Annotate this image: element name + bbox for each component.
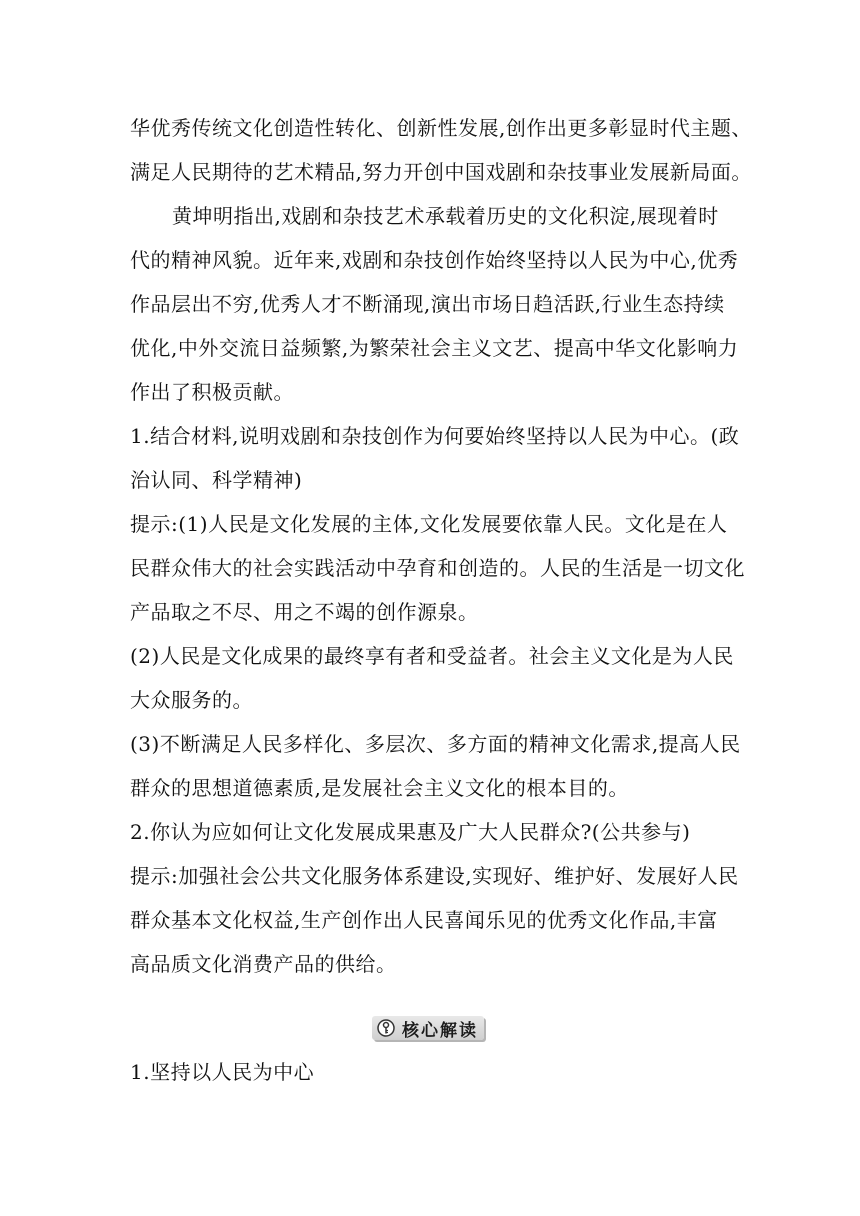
paragraph-line: 满足人民期待的艺术精品,努力开创中国戏剧和杂技事业发展新局面。 xyxy=(130,160,752,184)
section-badge xyxy=(372,1016,484,1040)
answer-1-line: 大众服务的。 xyxy=(130,688,253,712)
answer-2-line: 提示:加强社会公共文化服务体系建设,实现好、维护好、发展好人民 xyxy=(130,864,739,888)
paragraph-line: 代的精神风貌。近年来,戏剧和杂技创作始终坚持以人民为中心,优秀 xyxy=(130,248,739,272)
answer-1-line: (3)不断满足人民多样化、多层次、多方面的精神文化需求,提高人民 xyxy=(130,732,741,756)
answer-1-line: 民群众伟大的社会实践活动中孕育和创造的。人民的生活是一切文化 xyxy=(130,556,745,580)
answer-2-line: 群众基本文化权益,生产创作出人民喜闻乐见的优秀文化作品,丰富 xyxy=(130,908,718,932)
answer-2-line: 高品质文化消费产品的供给。 xyxy=(130,952,397,976)
section-badge-label: 核心解读 xyxy=(402,1020,478,1041)
answer-1-line: 群众的思想道德素质,是发展社会主义文化的根本目的。 xyxy=(130,776,629,800)
answer-1-line: (2)人民是文化成果的最终享有者和受益者。社会主义文化是为人民 xyxy=(130,644,734,668)
answer-1-line: 提示:(1)人民是文化发展的主体,文化发展要依靠人民。文化是在人 xyxy=(130,512,728,536)
question-2: 2.你认为应如何让文化发展成果惠及广大人民群众?(公共参与) xyxy=(130,820,691,844)
key-icon xyxy=(376,1018,396,1038)
question-1-line-2: 治认同、科学精神) xyxy=(130,468,303,492)
question-1-line-1: 1.结合材料,说明戏剧和杂技创作为何要始终坚持以人民为中心。(政 xyxy=(130,424,740,448)
paragraph-line: 作出了积极贡献。 xyxy=(130,380,294,404)
paragraph-line: 华优秀传统文化创造性转化、创新性发展,创作出更多彰显时代主题、 xyxy=(130,116,752,140)
answer-1-line: 产品取之不尽、用之不竭的创作源泉。 xyxy=(130,600,479,624)
section-heading: 1.坚持以人民为中心 xyxy=(130,1060,315,1084)
paragraph-line: 作品层出不穷,优秀人才不断涌现,演出市场日趋活跃,行业生态持续 xyxy=(130,292,725,316)
paragraph-line: 黄坤明指出,戏剧和杂技艺术承载着历史的文化积淀,展现着时 xyxy=(172,204,719,228)
paragraph-line: 优化,中外交流日益频繁,为繁荣社会主义文艺、提高中华文化影响力 xyxy=(130,336,739,360)
